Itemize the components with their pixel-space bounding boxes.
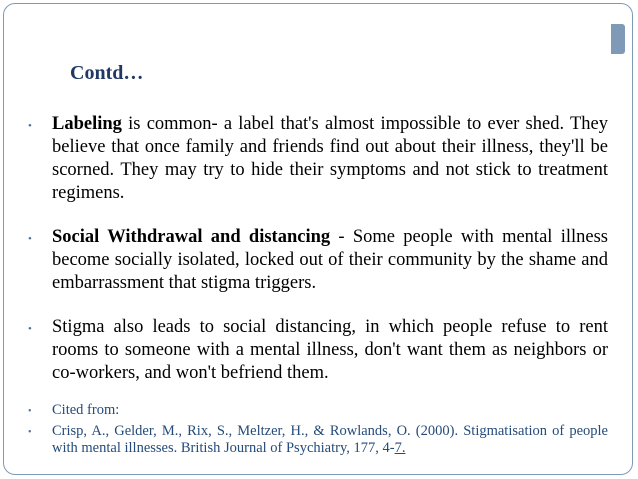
bullet-labeling	[20, 113, 608, 205]
bullet-dot: •	[28, 323, 32, 335]
citation-link[interactable]: 7.	[394, 440, 406, 456]
bullet-term: Social Withdrawal and distancing	[52, 227, 331, 247]
bullet-dot: •	[28, 120, 32, 132]
bullet-term: Labeling	[52, 114, 122, 134]
bullet-text: - Some people with mental illness become socially isolated, locked out of their community by the shame and embarrassment that stigma triggers.	[52, 227, 608, 293]
citation-reference-text: Crisp, A., Gelder, M., Rix, S., Meltzer, H., & Rowlands, O. (2000). Stigmatisation of people with mental illnesses. British Journal of Psychiatry, 177, 4-	[52, 423, 608, 456]
bullet-list	[20, 113, 608, 461]
bullet-dot: •	[28, 233, 32, 245]
bullet-dot: •	[28, 427, 32, 438]
citation-reference	[20, 423, 608, 457]
slide-title: Contd…	[70, 62, 144, 84]
citation-label	[20, 402, 608, 419]
bullet-text: is common- a label that's almost impossible to ever shed. They believe that once family and friends find out about their illness, they'll be scorned. They may try to hide their symptoms and not stick to treatment regimens.	[52, 114, 608, 203]
citation-label-text: Cited from:	[52, 402, 120, 418]
bullet-dot: •	[28, 406, 32, 417]
bullet-social-withdrawal	[20, 226, 608, 295]
slide-corner-tab	[611, 24, 625, 54]
bullet-stigma-distancing	[20, 316, 608, 385]
bullet-text: Stigma also leads to social distancing, in which people refuse to rent rooms to someone with a mental illness, don't want them as neighbors or co-workers, and won't befriend them.	[52, 317, 608, 383]
